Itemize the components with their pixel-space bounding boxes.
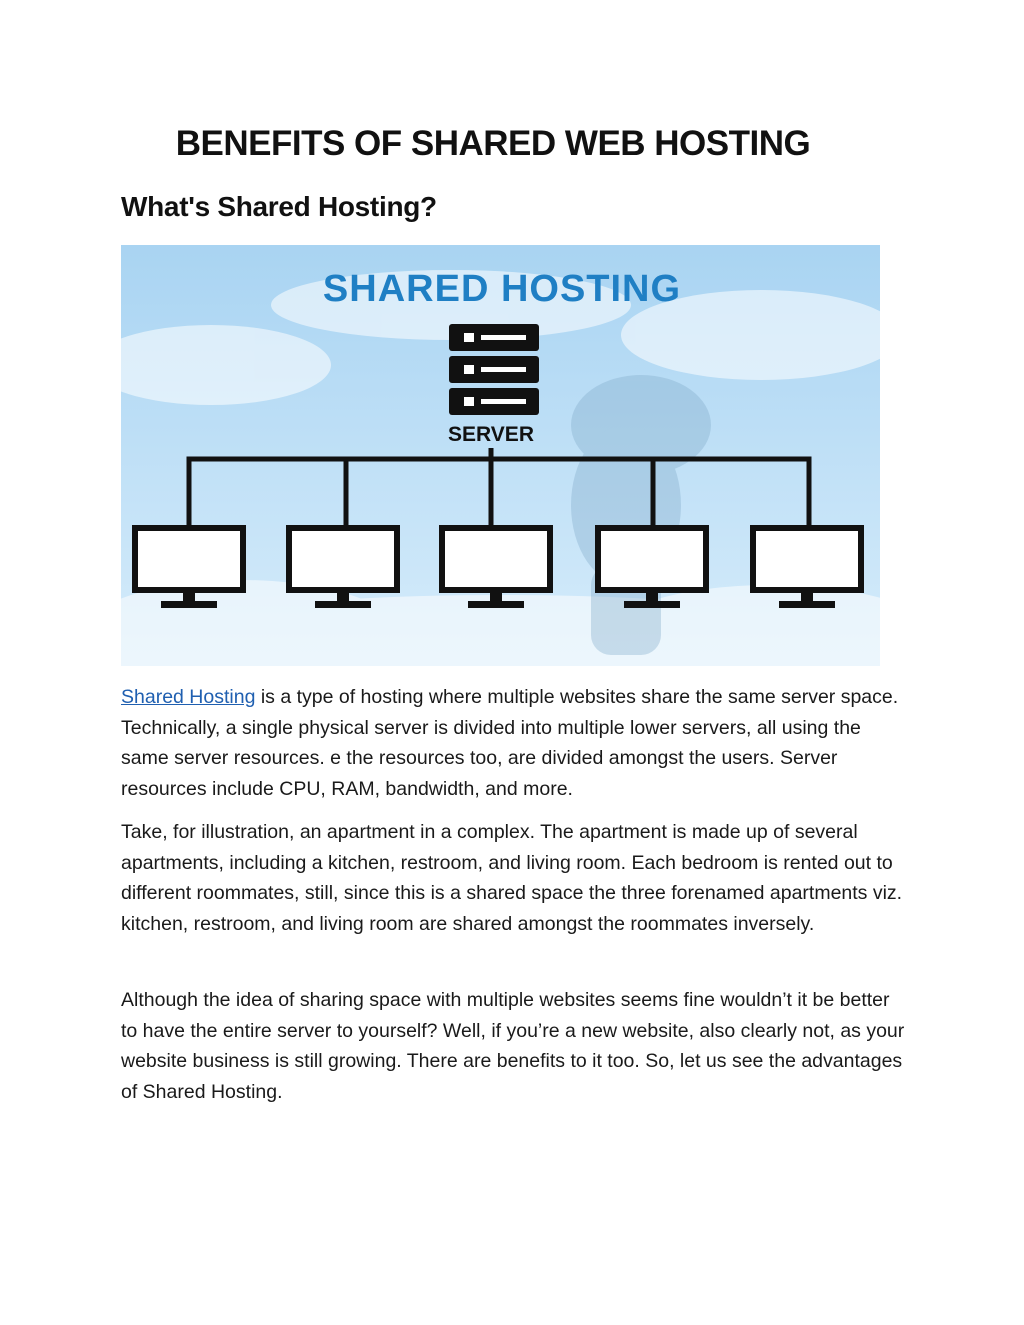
- paragraph-advantages-intro: Although the idea of sharing space with multiple websites seems fine wouldn’t it be better to have the entire server to yourself? Well, if you’re a new website, also clearly not, as your website business is still growing. There are benefits to it too. So, let us see the advantages of Shared Hosting.: [121, 989, 905, 1103]
- paragraph-intro: [121, 682, 911, 804]
- section-heading: What's Shared Hosting?: [121, 191, 437, 222]
- shared-hosting-link[interactable]: Shared Hosting: [121, 686, 256, 708]
- paragraph-apartment-example: Take, for illustration, an apartment in a complex. The apartment is made up of several apartments, including a kitchen, restroom, and living room. Each bedroom is rented out to different roommates, still, since this is a shared space the three forenamed apartments viz. kitchen, restroom, and living room are shared amongst the roommates inversely.: [121, 821, 903, 935]
- page-title: BENEFITS OF SHARED WEB HOSTING: [175, 124, 811, 163]
- shared-hosting-diagram: [121, 245, 880, 666]
- server-label: SERVER: [448, 423, 534, 446]
- paragraph-intro-text: is a type of hosting where multiple websites share the same server space. Technically, a single physical server is divided into multiple lower servers, all using the same server resources. e the resources too, are divided amongst the users. Server resources include CPU, RAM, bandwidth, and more.: [121, 686, 899, 800]
- server-icon: [449, 324, 539, 415]
- banner-text: SHARED HOSTING: [322, 268, 682, 310]
